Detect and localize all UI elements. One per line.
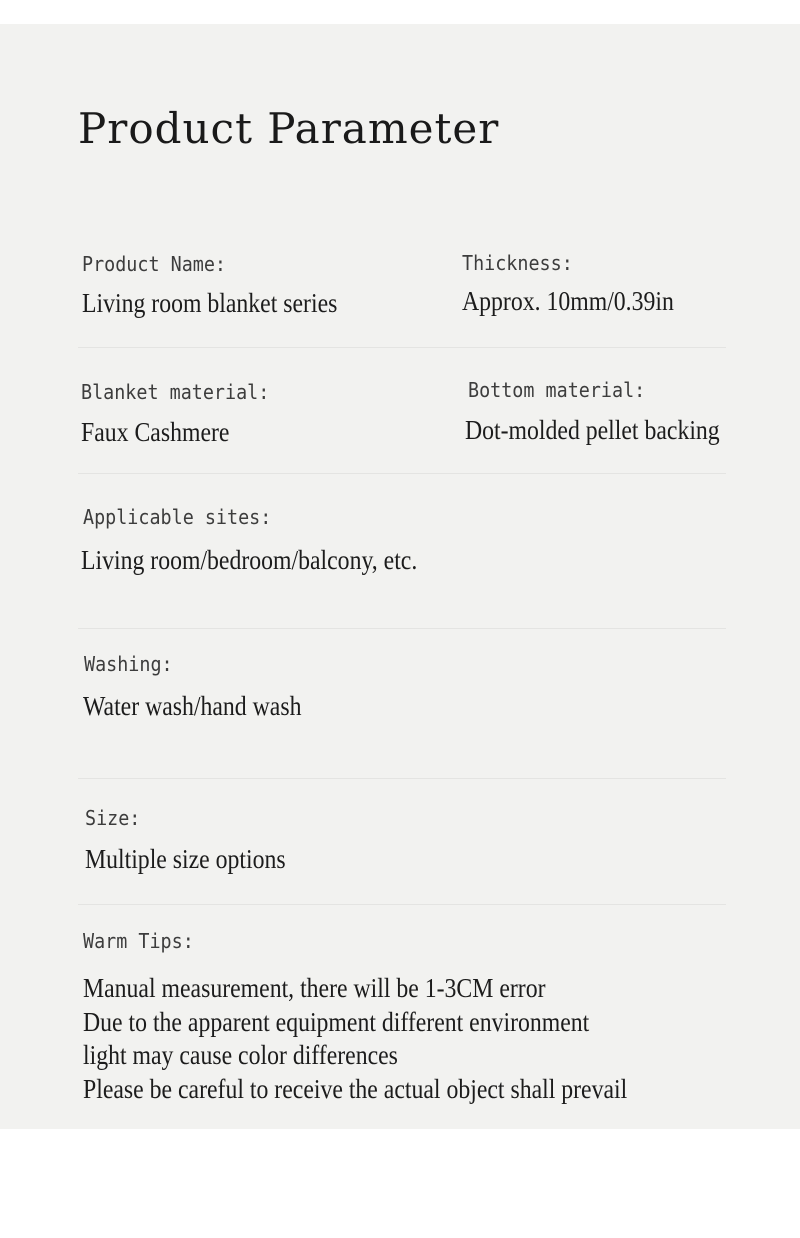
divider [78, 628, 726, 629]
washing-value: Water wash/hand wash [83, 691, 302, 721]
warm-tips-list [83, 972, 627, 1106]
size-label: Size: [85, 806, 141, 830]
product-name-label: Product Name: [82, 252, 227, 276]
thickness-value: Approx. 10mm/0.39in [462, 286, 674, 316]
divider [78, 904, 726, 905]
warm-tip-line: Due to the apparent equipment different environment [83, 1006, 590, 1037]
blanket-material-label: Blanket material: [81, 380, 270, 404]
blanket-material-value: Faux Cashmere [81, 417, 230, 447]
warm-tip-line: Please be careful to receive the actual object shall prevail [83, 1073, 628, 1104]
warm-tips-label: Warm Tips: [83, 929, 194, 953]
thickness-label: Thickness: [462, 251, 573, 275]
size-value: Multiple size options [85, 844, 286, 874]
applicable-sites-value: Living room/bedroom/balcony, etc. [81, 545, 418, 575]
warm-tip-line: Manual measurement, there will be 1-3CM error [83, 973, 546, 1003]
warm-tip-line: light may cause color differences [83, 1040, 398, 1070]
bottom-material-value: Dot-molded pellet backing [465, 415, 720, 445]
product-name-value: Living room blanket series [82, 288, 338, 318]
washing-label: Washing: [84, 652, 173, 676]
applicable-sites-label: Applicable sites: [83, 505, 272, 529]
divider [78, 778, 726, 779]
parameter-panel [0, 24, 800, 1129]
bottom-material-label: Bottom material: [468, 378, 646, 402]
divider [78, 473, 726, 474]
page-title: Product Parameter [78, 104, 500, 153]
divider [78, 347, 726, 348]
